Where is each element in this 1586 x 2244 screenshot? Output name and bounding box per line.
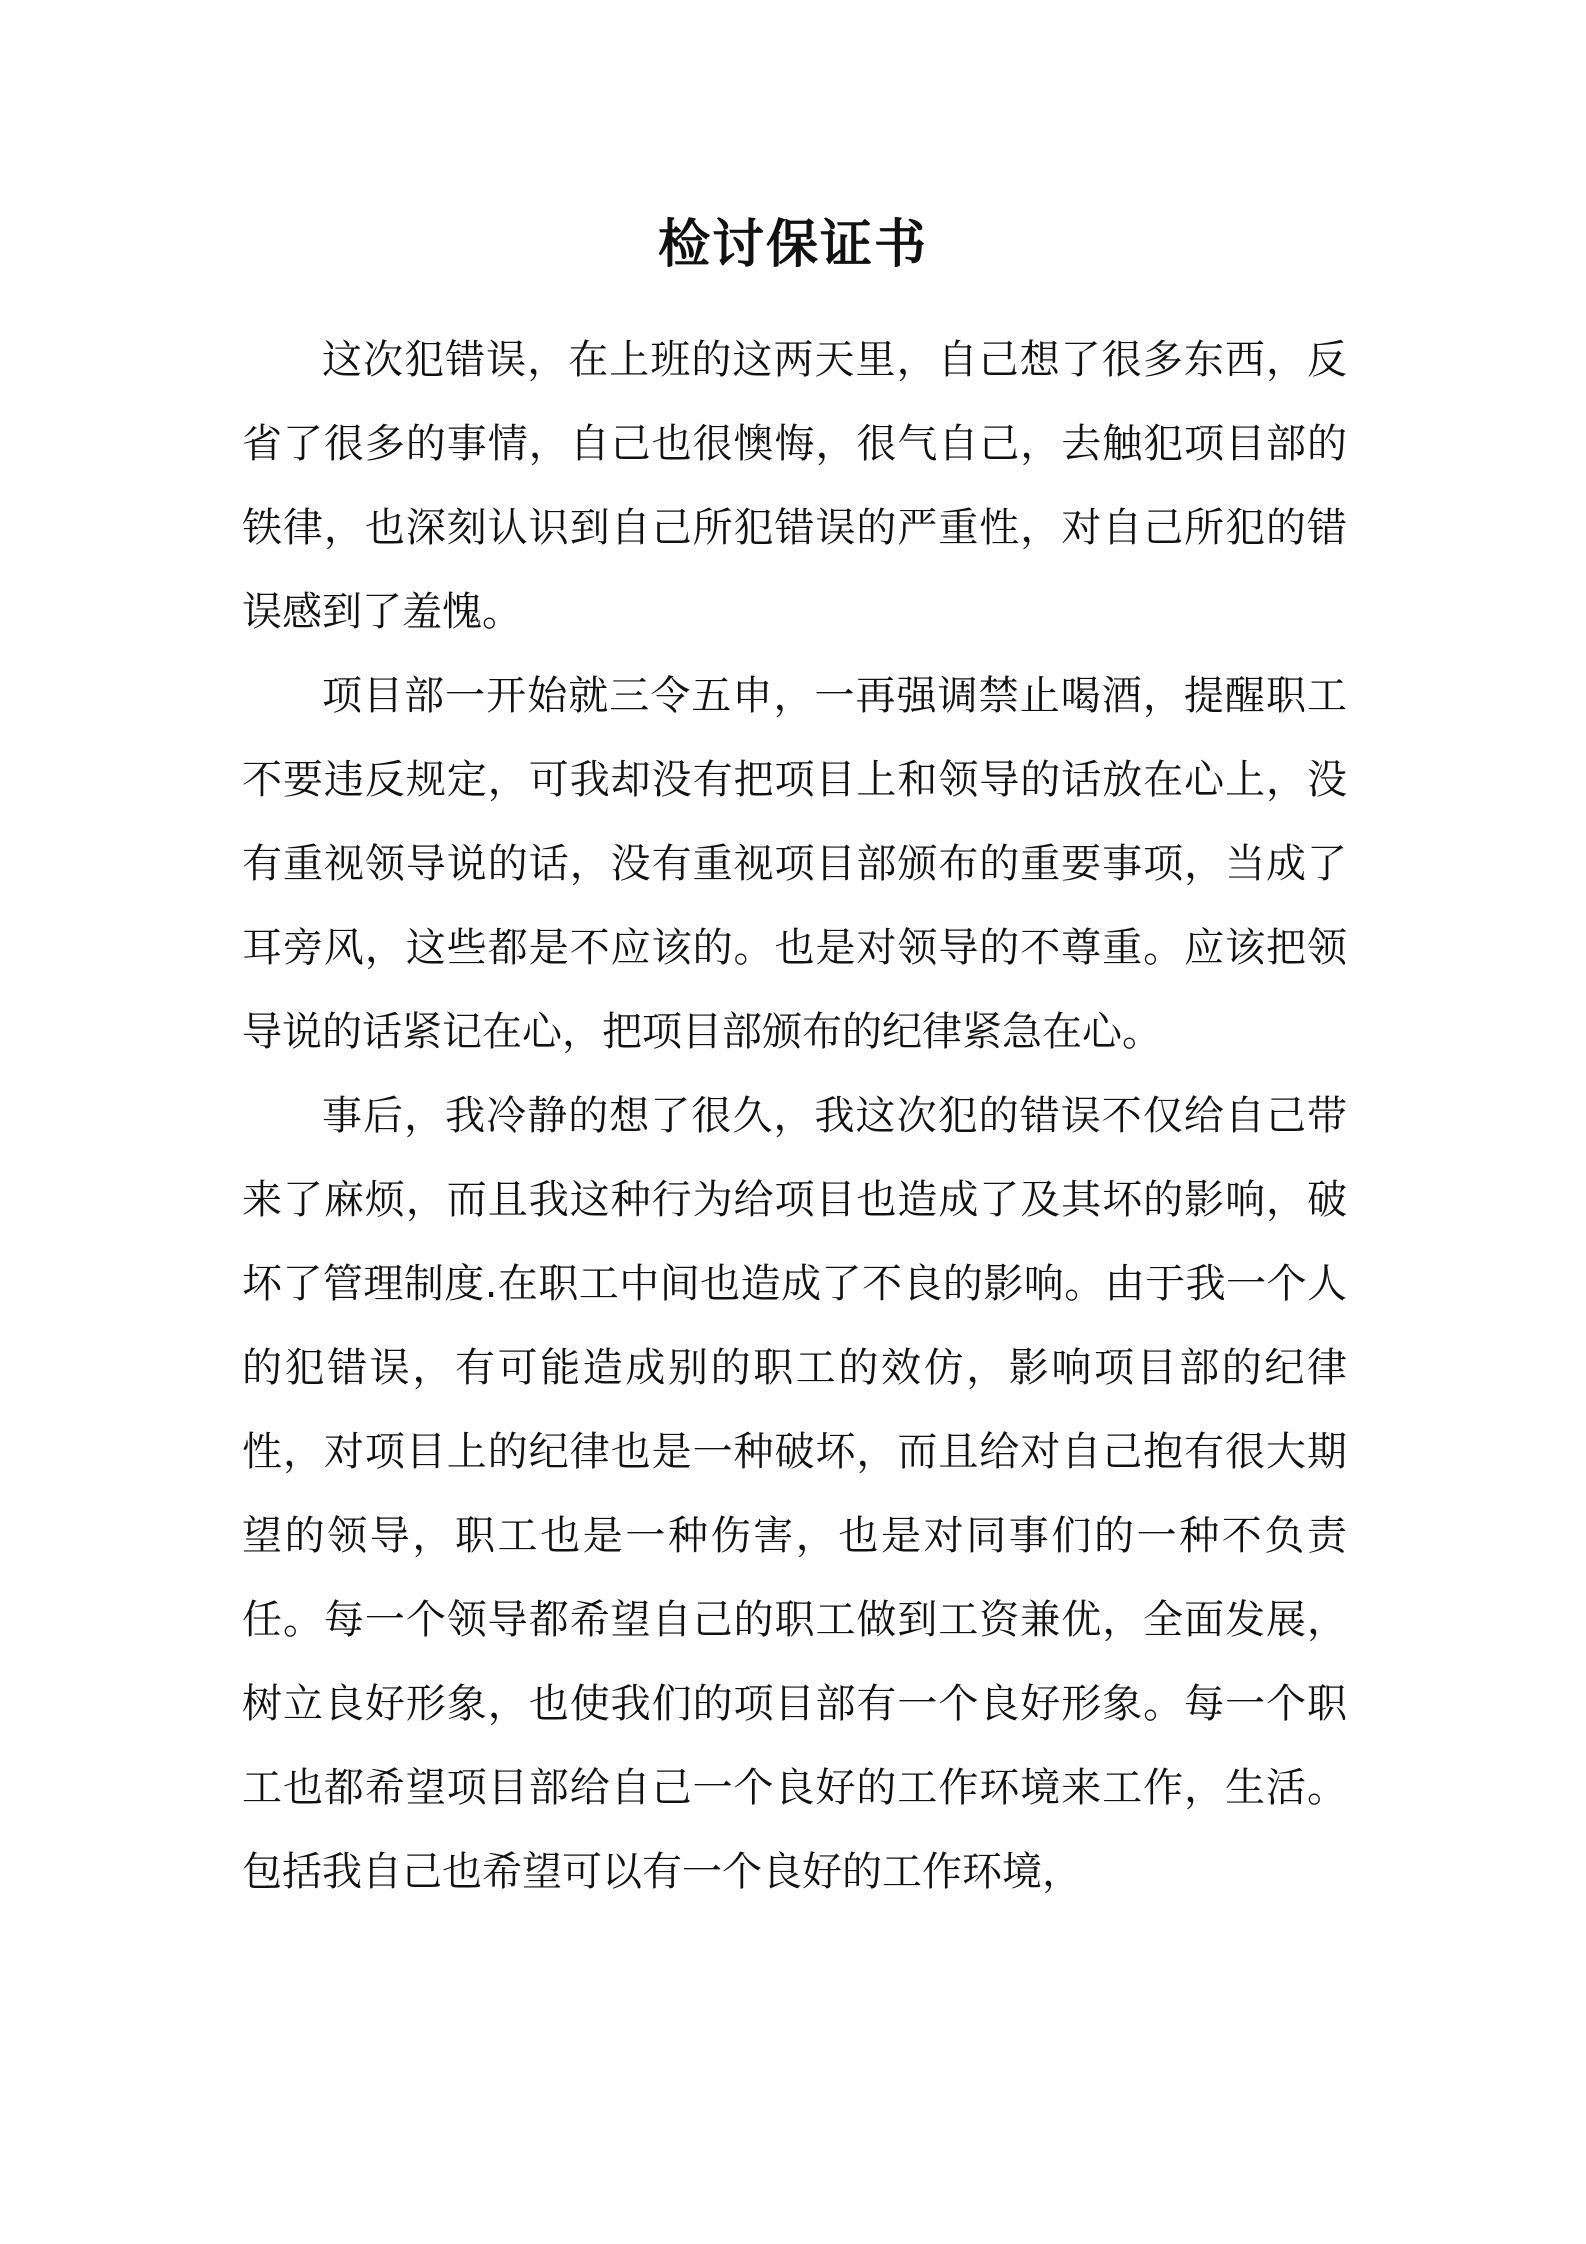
document-title: 检讨保证书 xyxy=(657,215,928,275)
paragraph-2: 项目部一开始就三令五申，一再强调禁止喝酒，提醒职工不要违反规定，可我却没有把项目上和领导的话放在心上，没有重视领导说的话，没有重视项目部颁布的重要事项，当成了耳旁风，这些都是不应该的。也是对领导的不尊重。应该把领导说的话紧记在心，把项目部颁布的纪律紧急在心。 xyxy=(242,673,1347,1055)
document-body xyxy=(242,318,1347,1914)
paragraph-1: 这次犯错误，在上班的这两天里，自己想了很多东西，反省了很多的事情，自己也很懊悔，很气自己，去触犯项目部的铁律，也深刻认识到自己所犯错误的严重性，对自己所犯的错误感到了羞愧。 xyxy=(242,337,1347,635)
paragraph-3: 事后，我冷静的想了很久，我这次犯的错误不仅给自己带来了麻烦，而且我这种行为给项目也造成了及其坏的影响，破坏了管理制度.在职工中间也造成了不良的影响。由于我一个人的犯错误，有可能造成别的职工的效仿，影响项目部的纪律性，对项目上的纪律也是一种破坏，而且给对自己抱有很大期望的领导，职工也是一种伤害，也是对同事们的一种不负责任。每一个领导都希望自己的职工做到工资兼优，全面发展，树立良好形象，也使我们的项目部有一个良好形象。每一个职工也都希望项目部给自己一个良好的工作环境来工作，生活。包括我自己也希望可以有一个良好的工作环境， xyxy=(242,1093,1347,1895)
